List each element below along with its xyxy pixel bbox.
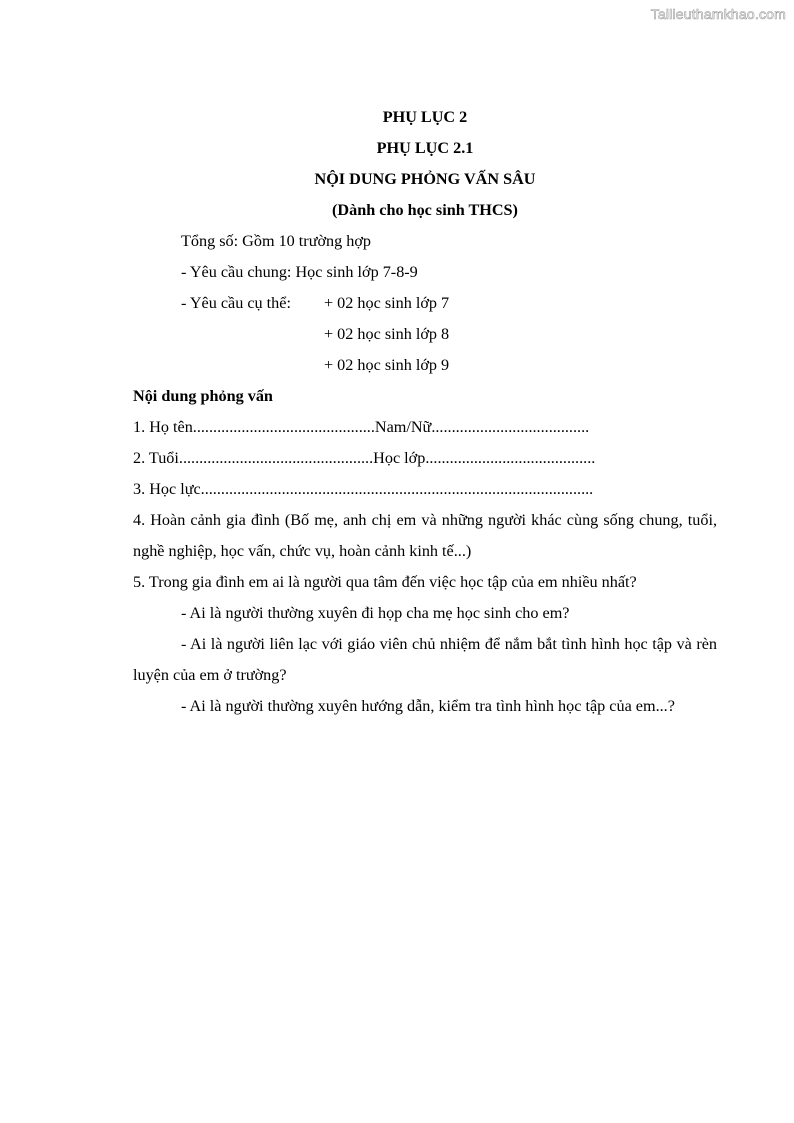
question-5-sub-3: - Ai là người thường xuyên hướng dẫn, kiểm tra tình hình học tập của em...? [181, 697, 675, 715]
total-cases: Tổng số: Gồm 10 trường hợp [181, 232, 372, 250]
section-heading: Nội dung phỏng vấn [133, 387, 273, 405]
academic-field: 3. Học lực................................................................................................. [133, 480, 594, 498]
specific-item: + 02 học sinh lớp 9 [324, 356, 450, 374]
question-3 [133, 474, 717, 505]
gender-field: Nam/Nữ....................................... [374, 418, 590, 436]
name-field: 1. Họ tên............................................. [133, 418, 375, 436]
question-5: 5. Trong gia đình em ai là người qua tâm đến việc học tập của em nhiều nhất? [133, 573, 637, 591]
watermark: Tailieuthamkhao.com [650, 6, 786, 22]
specific-requirement-label: - Yêu cầu cụ thể: [181, 294, 291, 312]
grade-field: Học lớp.......................................... [373, 449, 596, 467]
question-4: 4. Hoàn cảnh gia đình (Bố mẹ, anh chị em và những người khác cùng sống chung, tuổi, nghề nghiệp, học vấn, chức vụ, hoàn cảnh kinh tế...) [133, 511, 717, 560]
general-requirement: - Yêu cầu chung: Học sinh lớp 7-8-9 [181, 263, 418, 281]
main-title: NỘI DUNG PHỎNG VẤN SÂU [314, 170, 536, 188]
question-2 [133, 443, 717, 474]
subtitle: (Dành cho học sinh THCS) [332, 201, 518, 219]
question-5-sub-1: - Ai là người thường xuyên đi họp cha mẹ học sinh cho em? [181, 604, 570, 622]
age-field: 2. Tuổi................................................ [133, 449, 374, 467]
specific-item: + 02 học sinh lớp 8 [324, 325, 450, 343]
specific-requirement [133, 288, 717, 319]
question-5-sub-2: - Ai là người liên lạc với giáo viên chủ nhiệm để nắm bắt tình hình học tập và rèn luyện của em ở trường? [133, 635, 717, 684]
question-1 [133, 412, 717, 443]
specific-item: + 02 học sinh lớp 7 [324, 294, 450, 312]
appendix-title: PHỤ LỤC 2 [382, 108, 468, 126]
document-page [133, 102, 717, 722]
sub-appendix-title: PHỤ LỤC 2.1 [376, 139, 474, 157]
